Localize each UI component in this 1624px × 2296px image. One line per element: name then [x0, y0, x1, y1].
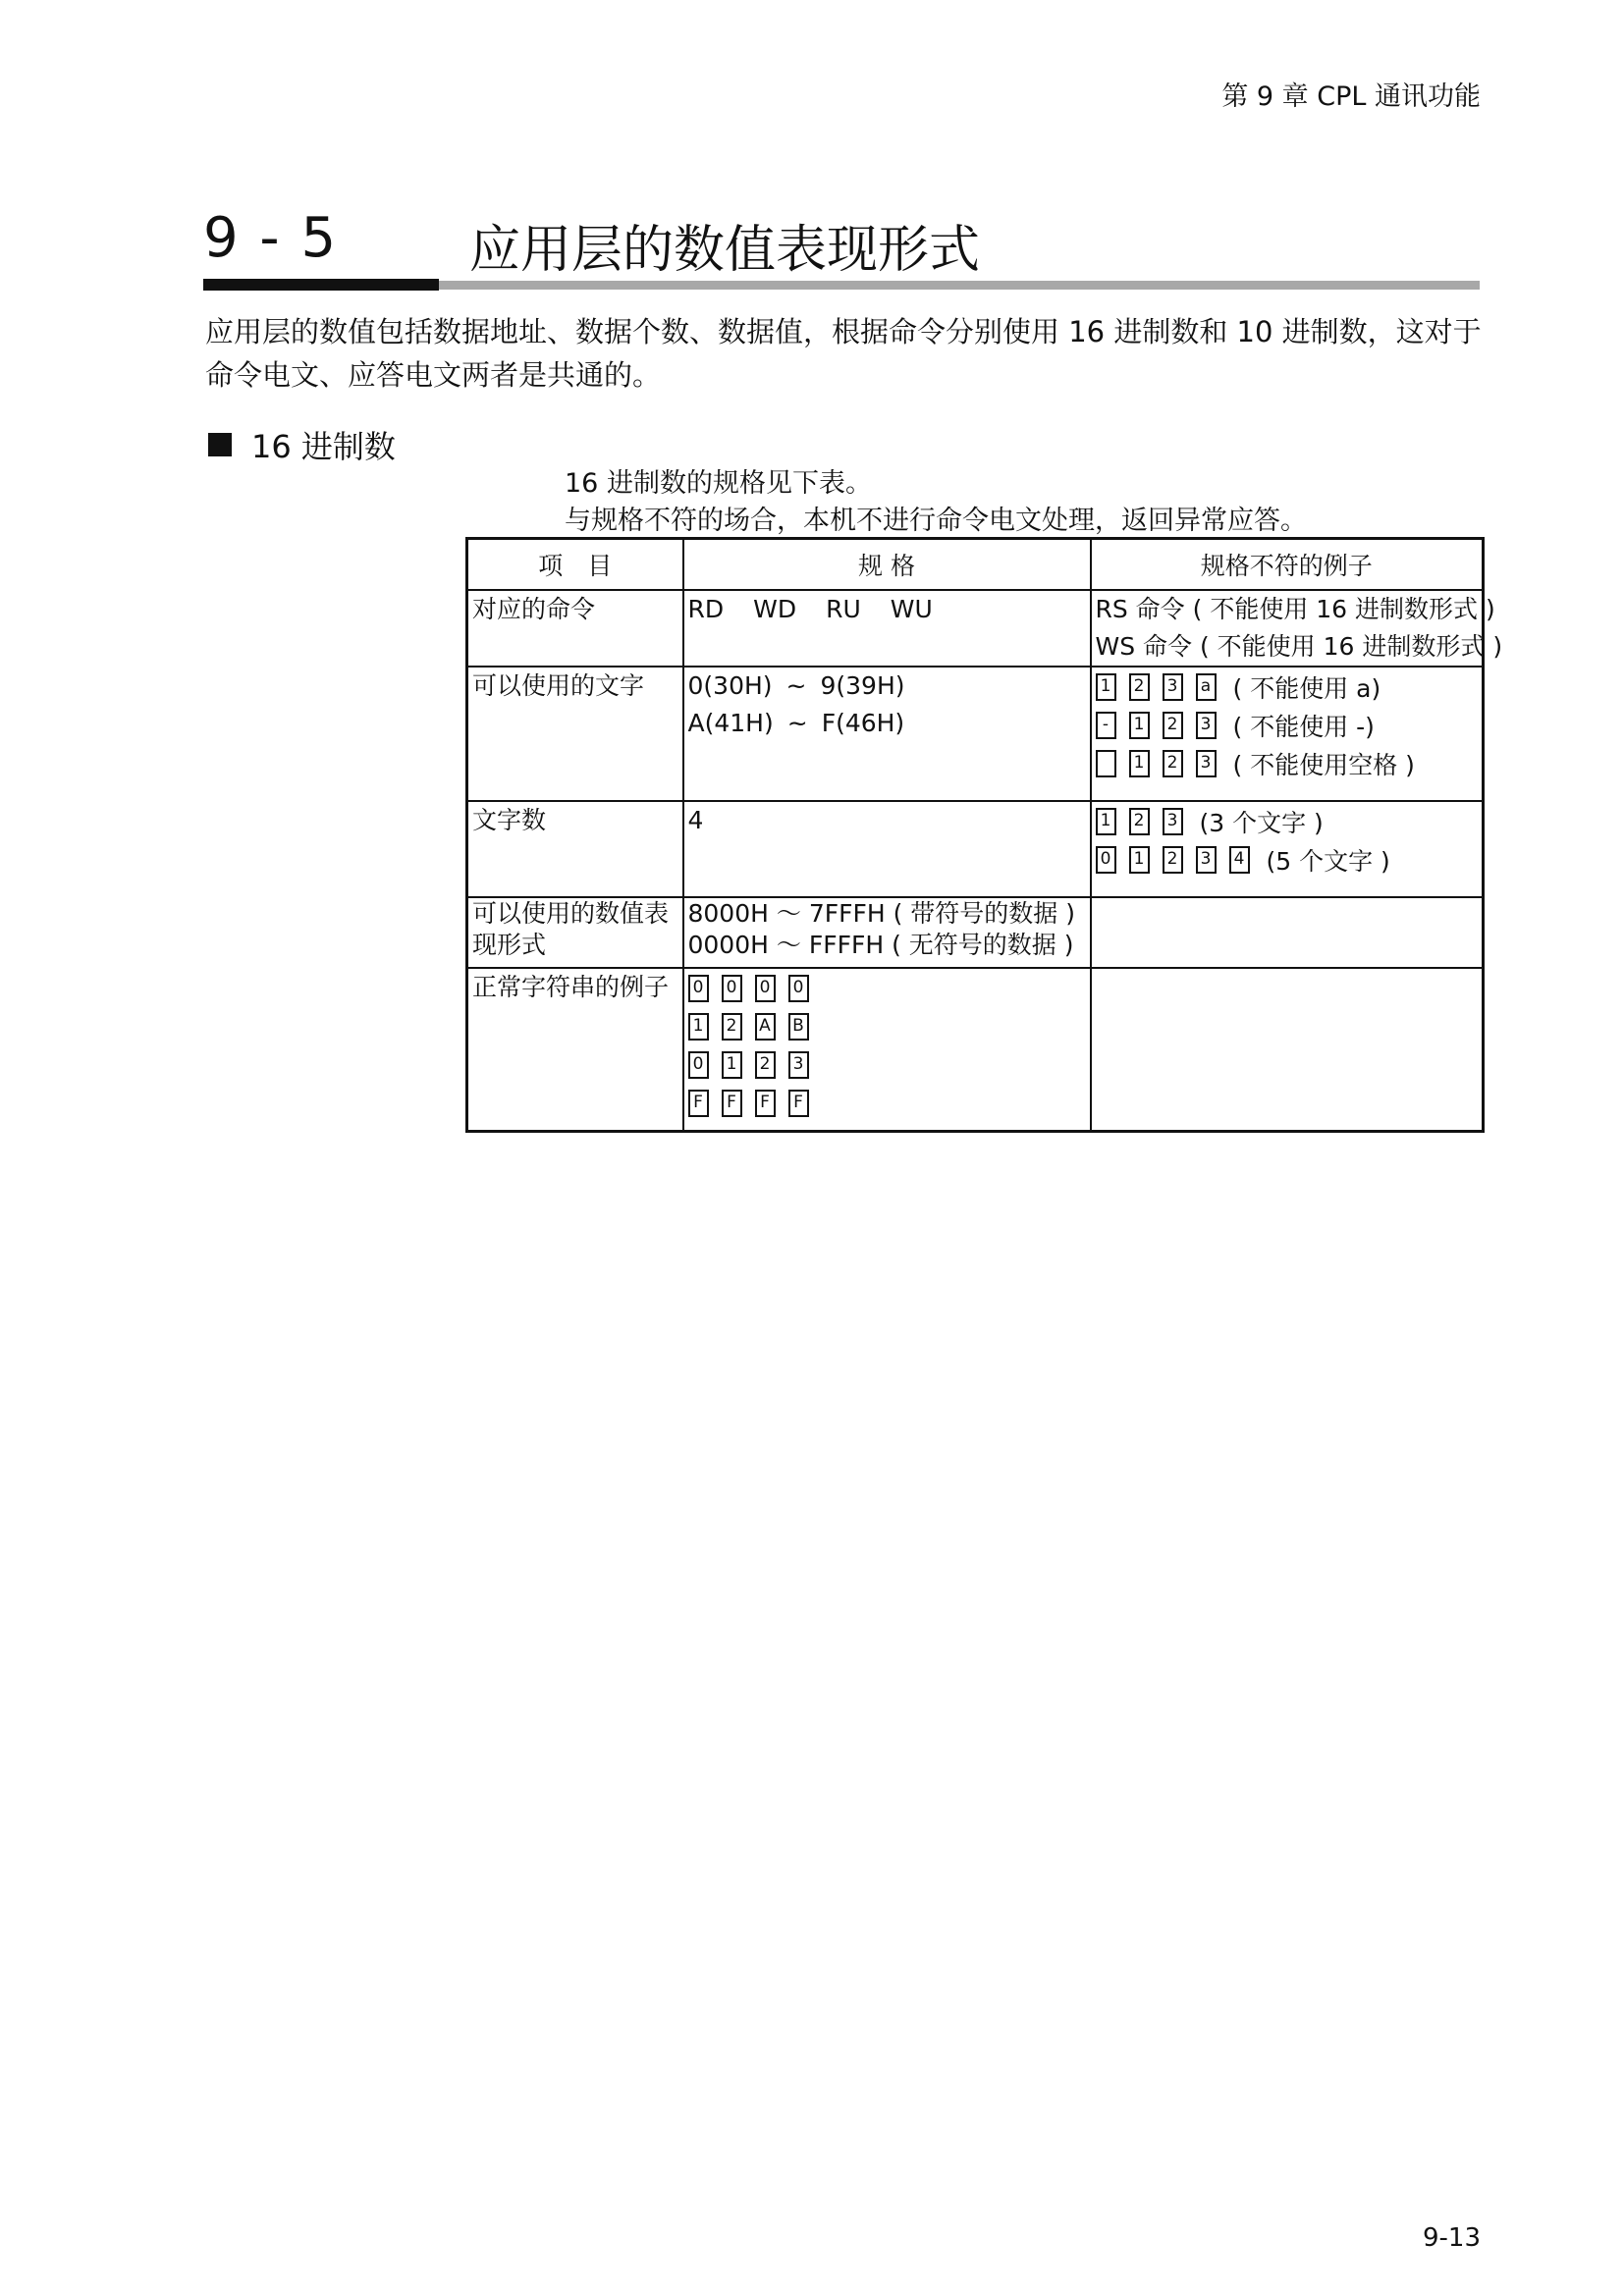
- bad-example: 1 2 3 a ( 不能使用 a): [1096, 667, 1479, 706]
- spec-cell: [683, 667, 1091, 801]
- char-box: 2: [755, 1051, 776, 1079]
- char-box: A: [755, 1013, 776, 1041]
- char-box: 1: [722, 1051, 742, 1079]
- chapter-header: 第 9 章 CPL 通讯功能: [1221, 81, 1481, 112]
- char-box: 3: [788, 1051, 809, 1079]
- section-title: 应用层的数值表现形式: [469, 221, 981, 280]
- char-box: 2: [722, 1013, 742, 1041]
- spec-cell: [683, 968, 1091, 1131]
- table-row: [467, 897, 1484, 968]
- char-box: 0: [1096, 846, 1116, 874]
- command-name: RD: [687, 595, 725, 623]
- sub-heading-text: 16 进制数: [251, 428, 396, 465]
- char-box: [1096, 750, 1116, 777]
- char-box: 0: [688, 1051, 709, 1079]
- char-box: 1: [1096, 673, 1116, 701]
- bad-example: 1 2 3 (3 个文字 ): [1096, 802, 1479, 840]
- example-cell: [1091, 897, 1484, 968]
- column-header-examples: 规格不符的例子: [1091, 539, 1484, 591]
- table-row: [467, 968, 1484, 1131]
- row-label: 可以使用的数值表 现形式: [467, 897, 683, 968]
- example-line: RS 命令 ( 不能使用 16 进制数形式 ): [1095, 595, 1495, 623]
- command-name: RU: [826, 595, 861, 623]
- char-box: F: [688, 1090, 709, 1117]
- char-box: -: [1096, 712, 1116, 739]
- table-note: 16 进制数的规格见下表。: [565, 468, 872, 499]
- spec-cell: 4: [683, 801, 1091, 897]
- char-box: 3: [1196, 750, 1217, 777]
- char-range: 0(30H) ~ 9(39H): [687, 671, 905, 700]
- char-box: 0: [755, 975, 776, 1002]
- valid-example: [688, 969, 1086, 1007]
- table-row: [467, 667, 1484, 801]
- char-box: 2: [1163, 846, 1183, 874]
- page-number: 9-13: [1422, 2223, 1481, 2253]
- section-number: 9 - 5: [203, 206, 339, 270]
- sub-heading: [208, 422, 396, 467]
- column-header-spec: 规 格: [683, 539, 1091, 591]
- valid-example: [688, 1007, 1086, 1045]
- char-box: 3: [1163, 673, 1183, 701]
- char-box: 4: [1229, 846, 1250, 874]
- intro-paragraph: 应用层的数值包括数据地址、数据个数、数据值，根据命令分别使用 16 进制数和 10 进制数，这对于命令电文、应答电文两者是共通的。: [205, 315, 1482, 392]
- spec-cell: 8000H ～ 7FFFH ( 带符号的数据 ) 0000H ～ FFFFH ( 无符号的数据 ): [683, 897, 1091, 968]
- spec-cell: [683, 590, 1091, 667]
- hex-spec-table: [465, 537, 1503, 1133]
- row-label: 可以使用的文字: [467, 667, 683, 801]
- char-box: 3: [1196, 846, 1217, 874]
- title-rule-extension: [439, 281, 1480, 290]
- example-line: WS 命令 ( 不能使用 16 进制数形式 ): [1095, 632, 1503, 661]
- title-rule: [203, 279, 439, 291]
- command-name: WD: [753, 595, 797, 623]
- char-box: 1: [1096, 808, 1116, 835]
- column-header-item: 项 目: [467, 539, 683, 591]
- bad-example: 1 2 3 ( 不能使用空格 ): [1096, 744, 1479, 782]
- table-row: [467, 801, 1484, 897]
- char-box: 3: [1163, 808, 1183, 835]
- row-label: 正常字符串的例子: [467, 968, 683, 1131]
- char-box: F: [788, 1090, 809, 1117]
- bad-example: - 1 2 3 ( 不能使用 -): [1096, 706, 1479, 744]
- char-box: 2: [1163, 750, 1183, 777]
- char-box: 0: [722, 975, 742, 1002]
- table-row: [467, 590, 1484, 667]
- table-note: 与规格不符的场合，本机不进行命令电文处理，返回异常应答。: [565, 506, 1307, 536]
- char-box: 0: [688, 975, 709, 1002]
- char-box: 2: [1129, 808, 1150, 835]
- char-box: B: [788, 1013, 809, 1041]
- char-range: A(41H) ~ F(46H): [687, 709, 905, 737]
- row-label: 文字数: [467, 801, 683, 897]
- char-box: 2: [1129, 673, 1150, 701]
- valid-example: [688, 1084, 1086, 1122]
- command-name: WU: [890, 595, 933, 623]
- table-header-row: [467, 539, 1484, 591]
- char-box: F: [755, 1090, 776, 1117]
- char-box: a: [1196, 673, 1217, 701]
- example-cell: [1091, 801, 1484, 897]
- char-box: 1: [1129, 846, 1150, 874]
- char-box: 1: [688, 1013, 709, 1041]
- row-label: 对应的命令: [467, 590, 683, 667]
- char-box: 3: [1196, 712, 1217, 739]
- char-box: 1: [1129, 750, 1150, 777]
- square-bullet-icon: [208, 433, 232, 456]
- example-cell: [1091, 590, 1503, 667]
- char-box: F: [722, 1090, 742, 1117]
- example-cell: [1091, 968, 1484, 1131]
- example-cell: [1091, 667, 1484, 801]
- bad-example: 0 1 2 3 4 (5 个文字 ): [1096, 840, 1479, 879]
- char-box: 0: [788, 975, 809, 1002]
- char-box: 2: [1163, 712, 1183, 739]
- char-box: 1: [1129, 712, 1150, 739]
- valid-example: [688, 1045, 1086, 1084]
